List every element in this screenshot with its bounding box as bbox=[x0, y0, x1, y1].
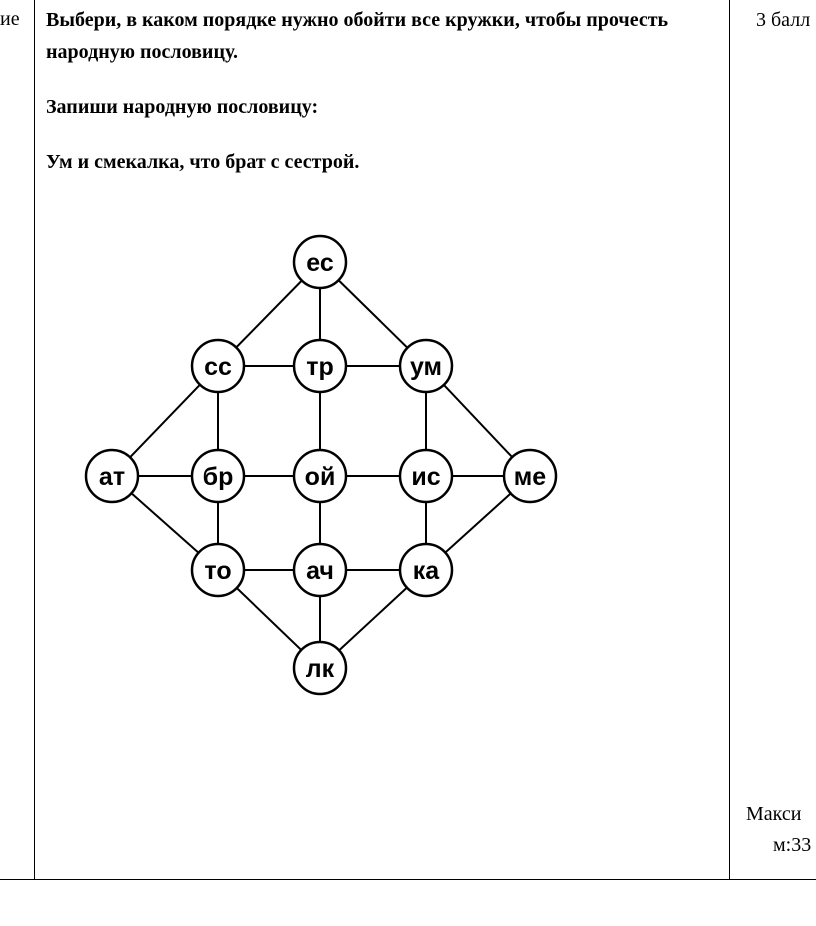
node-at bbox=[86, 450, 138, 502]
node-oy bbox=[294, 450, 346, 502]
node-label: сс bbox=[204, 353, 232, 381]
node-to bbox=[192, 544, 244, 596]
proverb-circle-diagram bbox=[98, 222, 547, 692]
node-lk bbox=[294, 642, 346, 694]
node-label: ой bbox=[304, 463, 336, 491]
node-label: ат bbox=[98, 463, 126, 491]
table-border-left bbox=[34, 0, 35, 880]
node-label: тр bbox=[306, 353, 334, 381]
task-prompt: Запиши народную пословицу: bbox=[46, 96, 319, 118]
table-border-bottom bbox=[0, 879, 816, 880]
node-label: ес bbox=[306, 249, 334, 277]
node-label: бр bbox=[202, 463, 234, 491]
node-label: ме bbox=[513, 463, 547, 491]
max-score-line1: Макси bbox=[746, 803, 802, 825]
max-score bbox=[746, 799, 811, 861]
node-br bbox=[192, 450, 244, 502]
node-label: ач bbox=[306, 557, 334, 585]
node-label: ка bbox=[412, 557, 440, 585]
node-es bbox=[294, 236, 346, 288]
node-ss bbox=[192, 340, 244, 392]
task-answer: Ум и смекалка, что брат с сестрой. bbox=[46, 151, 360, 173]
node-ka bbox=[400, 544, 452, 596]
node-me bbox=[504, 450, 556, 502]
node-label: то bbox=[204, 557, 232, 585]
node-is bbox=[400, 450, 452, 502]
node-tr bbox=[294, 340, 346, 392]
max-score-line2: м:33 bbox=[773, 834, 812, 856]
node-um bbox=[400, 340, 452, 392]
node-label: ум bbox=[409, 353, 443, 381]
task-instruction: Выбери, в каком порядке нужно обойти все кружки, чтобы прочесть народную пословицу. bbox=[46, 9, 669, 63]
task-cell bbox=[46, 4, 716, 178]
node-label: лк bbox=[305, 655, 335, 683]
node-label: ис bbox=[411, 463, 441, 491]
table-border-right bbox=[729, 0, 730, 880]
left-cell-fragment: ие bbox=[0, 8, 20, 30]
node-ach bbox=[294, 544, 346, 596]
points-cell: 3 балл bbox=[756, 9, 811, 31]
